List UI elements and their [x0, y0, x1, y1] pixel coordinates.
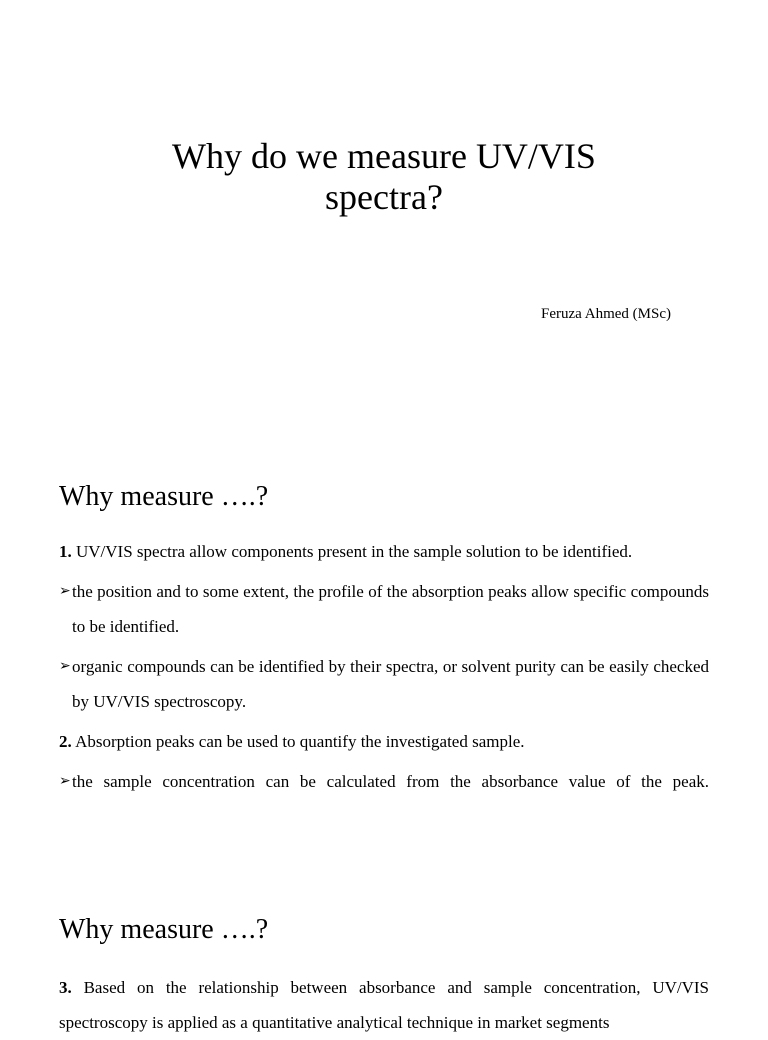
numbered-item-2: [59, 724, 709, 759]
bullet-item-2: [59, 649, 709, 719]
title-line-2: spectra?: [325, 177, 443, 217]
item-number: 3.: [59, 978, 72, 997]
item-number: 1.: [59, 542, 72, 561]
author-name: Feruza Ahmed (MSc): [541, 306, 671, 322]
numbered-item-3-line-1: [59, 970, 709, 1005]
bullet-text: organic compounds can be identified by their spectra, or solvent purity can be easily checked by UV/VIS spectroscopy.: [72, 657, 709, 711]
item-text: UV/VIS spectra allow components present in the sample solution to be identified.: [76, 542, 633, 561]
arrow-bullet-icon: ➢: [59, 774, 71, 789]
bullet-item-1: [59, 574, 709, 644]
bullet-text: the position and to some extent, the profile of the absorption peaks allow specific compounds to be identified.: [72, 582, 709, 636]
arrow-bullet-icon: ➢: [59, 659, 71, 674]
section-heading-1: Why measure ….?: [59, 481, 269, 512]
arrow-bullet-icon: ➢: [59, 584, 71, 599]
bullet-item-3: [59, 764, 709, 799]
item-text: Absorption peaks can be used to quantify the investigated sample.: [75, 732, 525, 751]
numbered-item-3-line-2: spectroscopy is applied as a quantitative analytical technique in market segments: [59, 1013, 610, 1032]
item-text: Based on the relationship between absorbance and sample concentration, UV/VIS: [83, 978, 709, 997]
page-title: [0, 136, 768, 218]
numbered-item-1: [59, 534, 709, 569]
item-number: 2.: [59, 732, 72, 751]
section-heading-2: Why measure ….?: [59, 914, 269, 945]
title-line-1: Why do we measure UV/VIS: [172, 136, 596, 176]
bullet-text: the sample concentration can be calculated from the absorbance value of the peak.: [72, 772, 709, 791]
